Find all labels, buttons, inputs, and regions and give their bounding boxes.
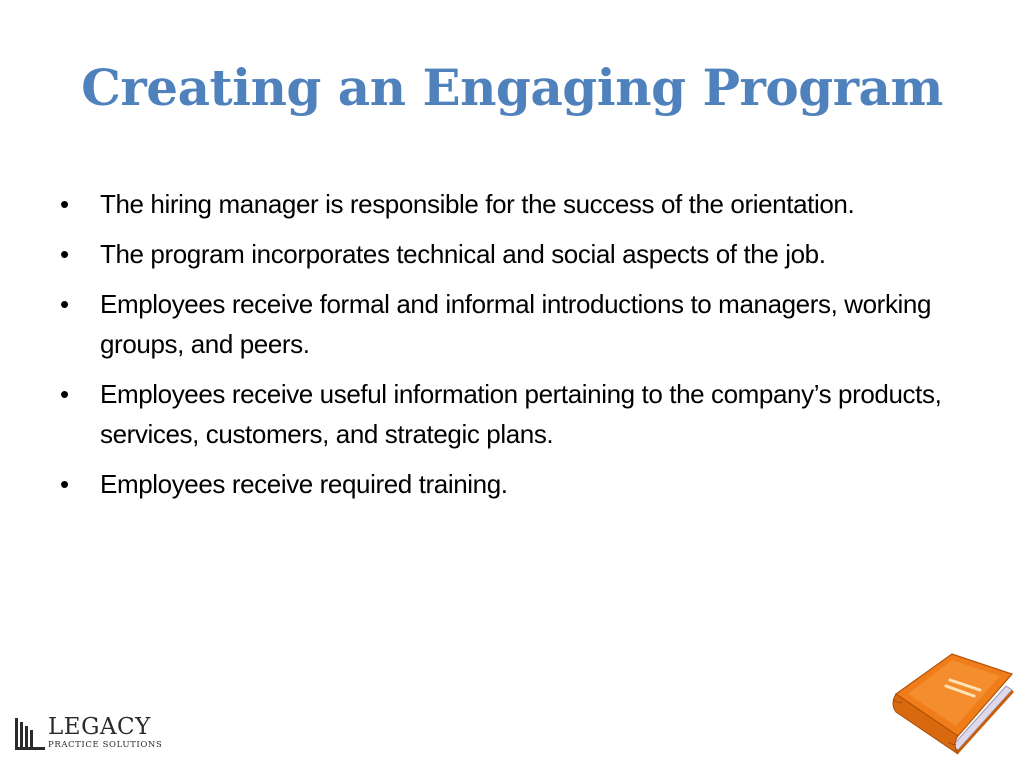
bullet-text: Employees receive required training. [100, 469, 508, 499]
bullet-item [60, 374, 960, 454]
bullet-dot: • [60, 289, 69, 319]
bullet-list [60, 184, 960, 514]
bullet-item [60, 184, 960, 224]
company-logo [14, 714, 174, 754]
bullet-dot: • [60, 239, 69, 269]
bullet-text: The hiring manager is responsible for the success of the orientation. [100, 189, 855, 219]
bullet-item [60, 234, 960, 274]
bullet-dot: • [60, 379, 69, 409]
bullet-dot: • [60, 469, 69, 499]
bullet-item [60, 284, 960, 364]
bullet-text: The program incorporates technical and social aspects of the job. [100, 239, 826, 269]
bullet-item [60, 464, 960, 504]
slide-title: Creating an Engaging Program [81, 58, 943, 117]
logo-tagline: PRACTICE SOLUTIONS [48, 740, 163, 750]
logo-name: LEGACY [48, 714, 151, 740]
book-icon [888, 650, 1016, 758]
bullet-dot: • [60, 189, 69, 219]
legacy-bars-logo-icon [14, 716, 48, 752]
bullet-text: Employees receive useful information pertaining to the company’s products, services, customers, and strategic plans. [100, 379, 942, 449]
bullet-text: Employees receive formal and informal introductions to managers, working groups, and peers. [100, 289, 932, 359]
